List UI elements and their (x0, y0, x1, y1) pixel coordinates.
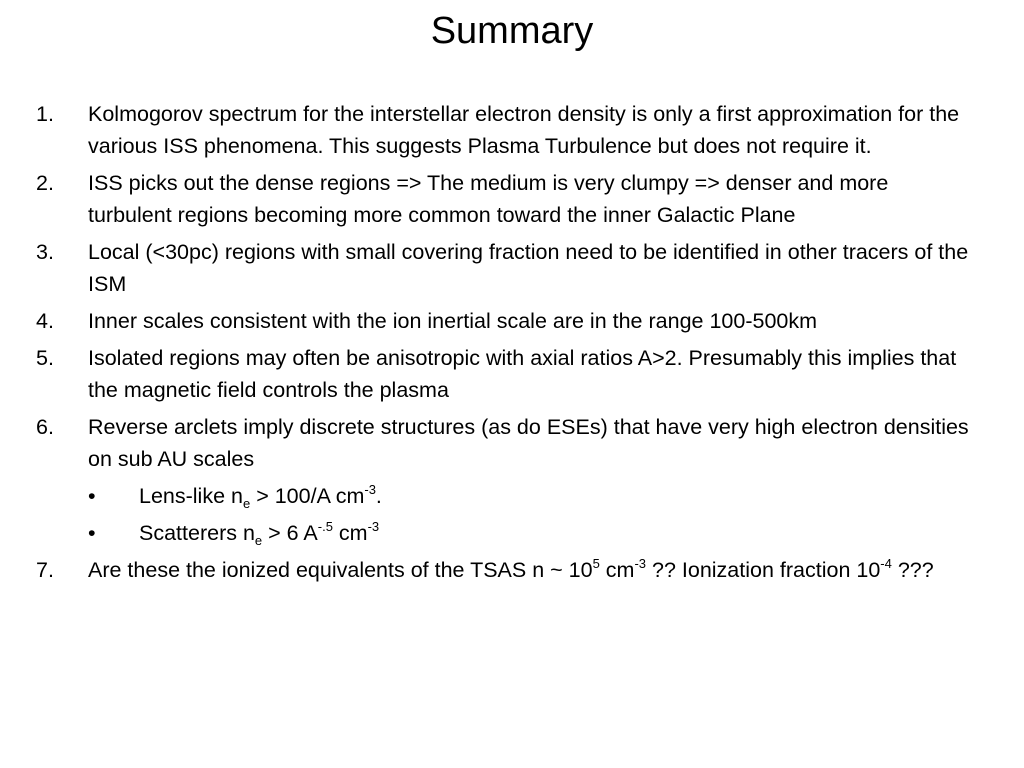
sub-item-text: > 100/A cm (250, 484, 365, 508)
item-number: 7. (36, 558, 54, 582)
item-text: Inner scales consistent with the ion inertial scale are in the range 100-500km (88, 309, 818, 333)
item-number: 1. (36, 102, 54, 126)
sub-item-text: > 6 A (262, 521, 318, 545)
superscript: -3 (367, 519, 380, 534)
superscript: -3 (364, 482, 376, 497)
subscript: e (242, 496, 251, 511)
item-number: 3. (36, 240, 54, 264)
item-text: ?? Ionization fraction 10 (646, 558, 881, 582)
superscript: -3 (634, 556, 647, 571)
item-text: Reverse arclets imply discrete structures (as do ESEs) that have very high electron densities on sub AU scales (88, 415, 969, 471)
subscript: e (254, 533, 263, 548)
item-text: cm (599, 558, 635, 582)
superscript: -4 (880, 556, 892, 571)
slide-title: Summary (430, 10, 594, 52)
item-number: 2. (36, 171, 54, 195)
item-number: 6. (36, 415, 54, 439)
list-item-4 (36, 305, 976, 337)
sub-item-lens-like (36, 480, 976, 512)
bullet-icon: • (88, 521, 96, 545)
list-item-1 (36, 98, 976, 162)
item-text: Isolated regions may often be anisotropic with axial ratios A>2. Presumably this implies that the magnetic field controls the plasma (88, 346, 957, 402)
list-item-3 (36, 236, 976, 300)
list-item-2 (36, 167, 976, 231)
item-number: 4. (36, 309, 54, 333)
sub-item-text: cm (332, 521, 368, 545)
list-item-7 (36, 554, 976, 586)
list-item-5 (36, 342, 976, 406)
list-item-6 (36, 411, 976, 475)
superscript: -.5 (317, 519, 333, 534)
item-number: 5. (36, 346, 54, 370)
sub-item-text: Lens-like n (139, 484, 243, 508)
item-text: ??? (891, 558, 934, 582)
summary-list (36, 98, 976, 591)
item-text: Are these the ionized equivalents of the TSAS n ~ 10 (88, 558, 593, 582)
superscript: 5 (592, 556, 600, 571)
sub-item-text: Scatterers n (139, 521, 255, 545)
item-text: Kolmogorov spectrum for the interstellar electron density is only a first approximation for the various ISS phenomena. This suggests Plasma Turbulence but does not require it. (88, 102, 960, 158)
bullet-icon: • (88, 484, 96, 508)
sub-item-scatterers (36, 517, 976, 549)
item-text: Local (<30pc) regions with small covering fraction need to be identified in other tracers of the ISM (88, 240, 969, 296)
sub-item-text: . (375, 484, 382, 508)
item-text: ISS picks out the dense regions => The medium is very clumpy => denser and more turbulent regions becoming more common toward the inner Galactic Plane (88, 171, 889, 227)
